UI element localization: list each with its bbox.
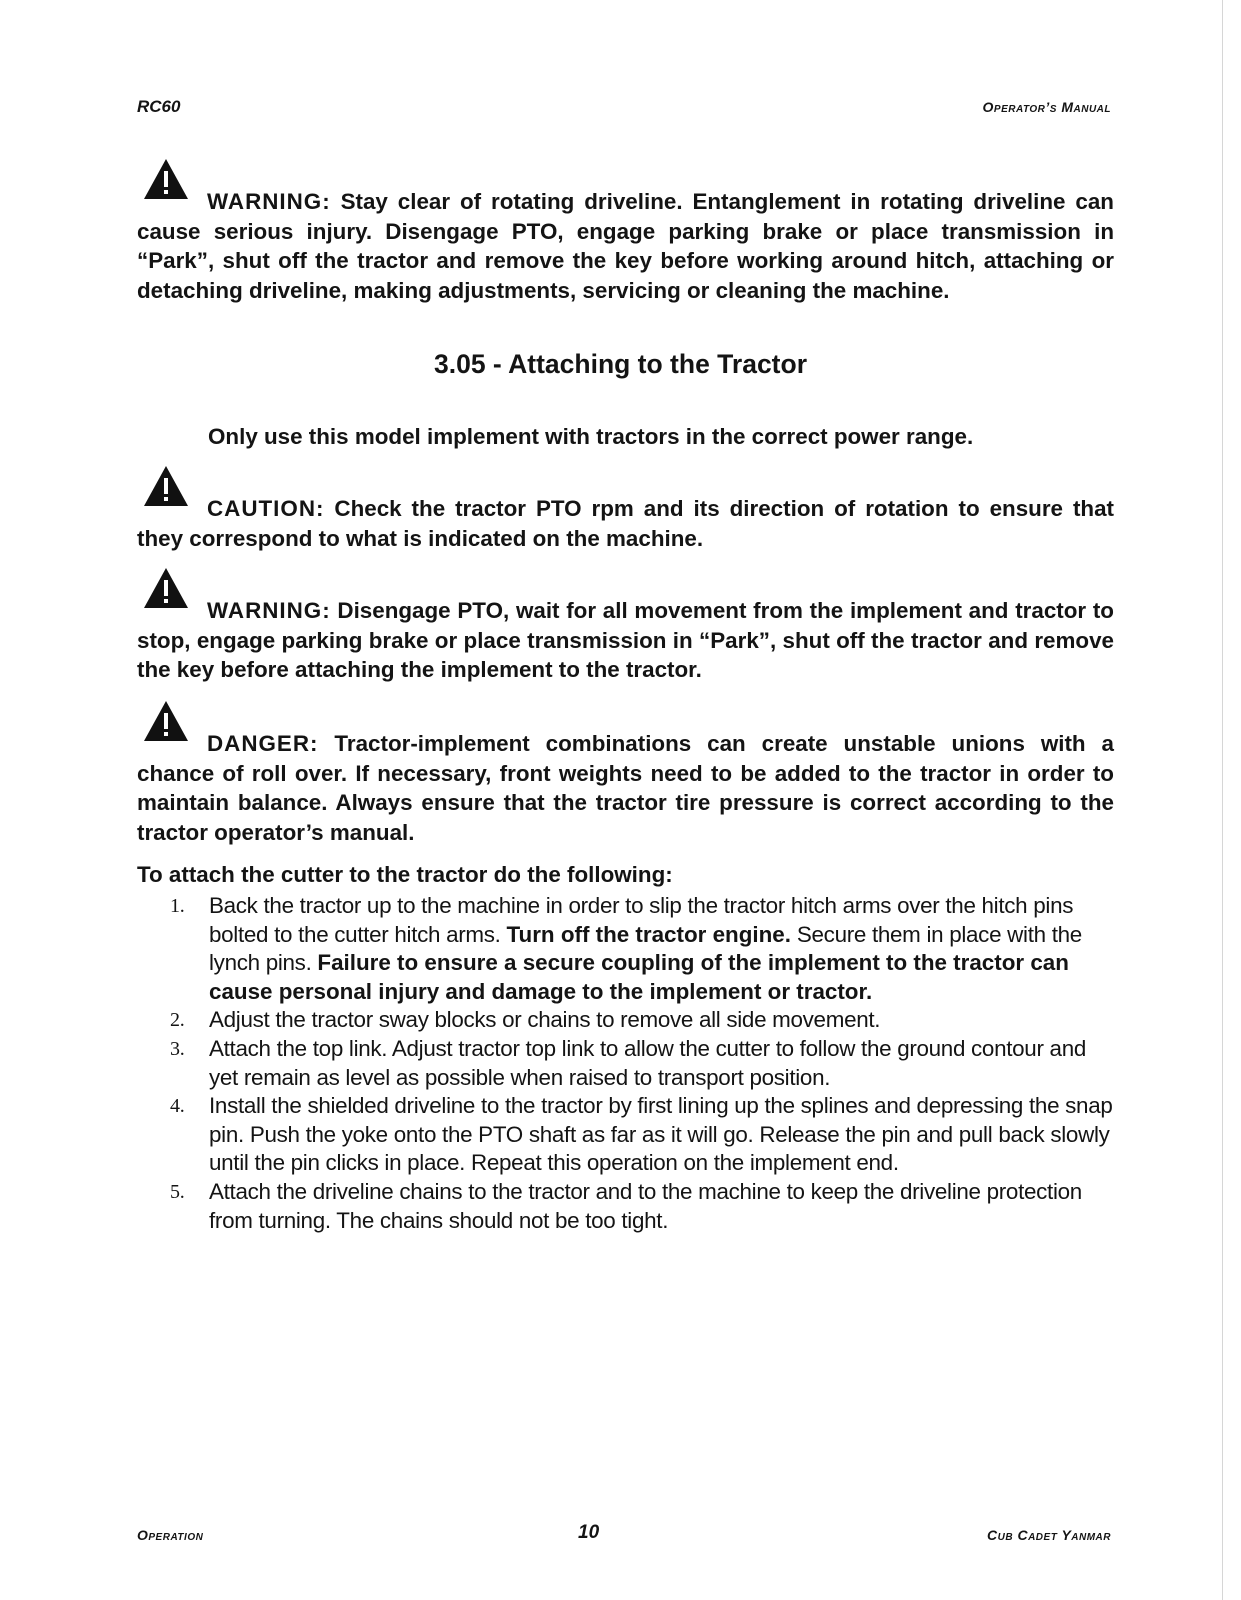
scan-edge-line xyxy=(1222,0,1223,1600)
step-number: 4. xyxy=(170,1095,185,1118)
step-text: Attach the driveline chains to the tractor and to the machine to keep the driveline protection from turning. The chains should not be too tight. xyxy=(209,1178,1082,1233)
warning-alert-attaching xyxy=(137,596,1114,685)
alert-text: Disengage PTO, wait for all movement from the implement and tractor to stop, engage parking brake or place transmission in “Park”, shut off the tractor and remove the key before attaching the implement to the tractor. xyxy=(137,598,1114,682)
footer-section: Operation xyxy=(137,1527,204,1543)
procedure-step xyxy=(137,1035,1114,1092)
step-number: 3. xyxy=(170,1037,185,1060)
caution-alert-pto xyxy=(137,494,1114,553)
step-number: 2. xyxy=(170,1009,185,1032)
step-emphasis-text: Turn off the tractor engine. xyxy=(506,921,791,947)
alert-text: Stay clear of rotating driveline. Entanglement in rotating driveline can cause serious injury. Disengage PTO, engage parking brake or place transmission in “Park”, shut off the tractor and remove the key before working around hitch, attaching or detaching driveline, making adjustments, servicing or cleaning the machine. xyxy=(137,189,1114,303)
header-manual-title: Operator’s Manual xyxy=(982,99,1111,115)
alert-keyword: DANGER: xyxy=(207,731,319,756)
procedure-step xyxy=(137,1178,1114,1235)
alert-text: Check the tractor PTO rpm and its direction of rotation to ensure that they correspond to what is indicated on the machine. xyxy=(137,496,1114,551)
warning-alert-driveline xyxy=(137,187,1114,305)
step-number: 5. xyxy=(170,1180,185,1203)
section-title: 3.05 - Attaching to the Tractor xyxy=(433,349,808,379)
procedure-step xyxy=(137,892,1114,1006)
alert-keyword: WARNING: xyxy=(207,189,331,214)
procedure-steps xyxy=(137,892,1114,1235)
footer-brand: Cub Cadet Yanmar xyxy=(987,1527,1111,1543)
step-emphasis-text: Failure to ensure a secure coupling of the implement to the tractor can cause personal injury and damage to the implement or tractor. xyxy=(209,950,1069,1004)
alert-text: Tractor-implement combinations can create unstable unions with a chance of roll over. If necessary, front weights need to be added to the tractor in order to maintain balance. Always ensure that the tractor tire pressure is correct according to the tractor operator’s manual. xyxy=(137,731,1114,845)
header-model: RC60 xyxy=(137,97,181,116)
procedure-step xyxy=(137,1092,1114,1178)
step-text: Adjust the tractor sway blocks or chains to remove all side movement. xyxy=(209,1007,881,1033)
danger-alert-rollover xyxy=(137,729,1114,847)
step-number: 1. xyxy=(170,895,185,917)
alert-keyword: WARNING: xyxy=(207,598,331,623)
page-number: 10 xyxy=(578,1522,600,1543)
step-text: Install the shielded driveline to the tractor by first lining up the splines and depressing the snap pin. Push the yoke onto the PTO shaft as far as it will go. Release the pin and pull back slowly until the pin clicks in place. Repeat this operation on the implement end. xyxy=(209,1093,1113,1176)
power-range-note: Only use this model implement with tractors in the correct power range. xyxy=(208,424,974,449)
step-text: Attach the top link. Adjust tractor top link to allow the cutter to follow the ground contour and yet remain as level as possible when raised to transport position. xyxy=(209,1035,1087,1090)
procedure-step xyxy=(137,1006,1114,1035)
procedure-heading: To attach the cutter to the tractor do the following: xyxy=(137,862,673,887)
step-text: Secure them in place with the lynch pins. xyxy=(209,921,1082,976)
step-text: Back the tractor up to the machine in order to slip the tractor hitch arms over the hitch pins bolted to the cutter hitch arms. xyxy=(209,893,1074,947)
alert-keyword: CAUTION: xyxy=(207,496,325,521)
